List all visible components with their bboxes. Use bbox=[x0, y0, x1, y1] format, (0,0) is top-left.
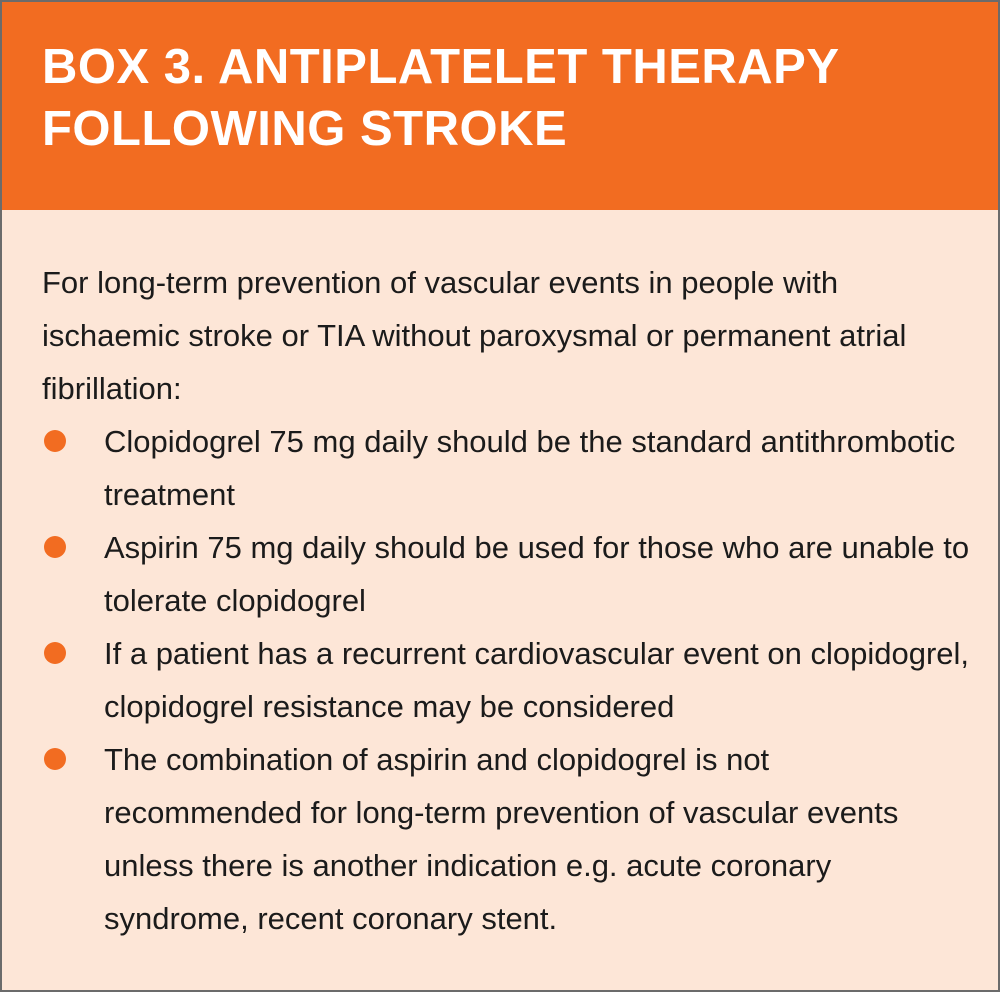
bullet-item bbox=[42, 733, 972, 945]
box-body bbox=[42, 256, 972, 945]
bullet-dot-icon bbox=[44, 430, 66, 452]
bullet-dot-icon bbox=[44, 642, 66, 664]
bullet-text: Aspirin 75 mg daily should be used for those who are unable to tolerate clopidogrel bbox=[104, 530, 970, 618]
intro-text: For long-term prevention of vascular events in people with ischaemic stroke or TIA without paroxysmal or permanent atrial fibrillation: bbox=[42, 265, 907, 406]
bullet-text: Clopidogrel 75 mg daily should be the standard antithrombotic treatment bbox=[104, 424, 956, 512]
box-title-line-1: BOX 3. ANTIPLATELET THERAPY bbox=[42, 40, 840, 94]
box-header bbox=[2, 2, 998, 210]
bullet-item bbox=[42, 627, 972, 733]
bullet-dot-icon bbox=[44, 536, 66, 558]
bullet-dot-icon bbox=[44, 748, 66, 770]
bullet-list bbox=[42, 415, 972, 945]
box-title-line-2: FOLLOWING STROKE bbox=[42, 102, 568, 156]
bullet-text: The combination of aspirin and clopidogrel is not recommended for long-term prevention of vascular events unless there is another indication e.g. acute coronary syndrome, recent coronary stent. bbox=[104, 742, 899, 936]
bullet-text: If a patient has a recurrent cardiovascular event on clopidogrel, clopidogrel resistance may be considered bbox=[104, 636, 970, 724]
box-title bbox=[42, 36, 962, 160]
bullet-item bbox=[42, 415, 972, 521]
bullet-item bbox=[42, 521, 972, 627]
